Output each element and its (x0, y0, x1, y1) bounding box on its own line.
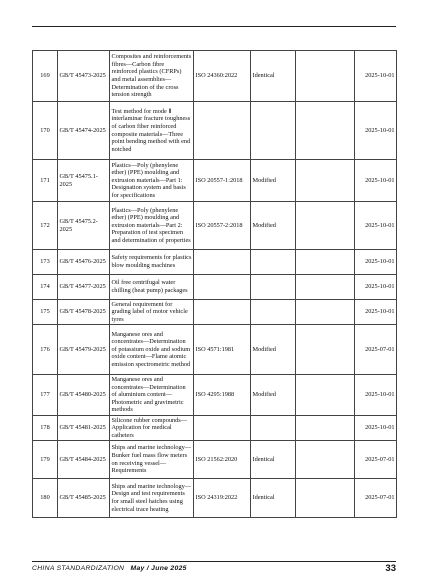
cell-implementation-date: 2025-10-01 (355, 250, 397, 275)
cell-implementation-date: 2025-10-01 (355, 300, 397, 325)
cell-implementation-date: 2025-10-01 (355, 375, 397, 416)
cell-replaced-standard (296, 325, 355, 375)
table-row (33, 51, 397, 102)
cell-adoption-degree: Modified (251, 325, 296, 375)
journal-name: CHINA STANDARDIZATION (32, 565, 125, 572)
standards-table (32, 50, 397, 518)
page-number: 33 (385, 563, 396, 574)
table-row (33, 479, 397, 518)
cell-standard-code: GB/T 45476-2025 (58, 250, 110, 275)
cell-replaced-standard (296, 441, 355, 479)
cell-implementation-date: 2025-10-01 (355, 160, 397, 202)
cell-adopted-standard (194, 250, 251, 275)
table-row (33, 375, 397, 416)
cell-title: Test method for mode Ⅱ interlaminar fracture toughness of carbon fiber reinforced composite materials—Three point bending method with end notched (110, 102, 194, 160)
cell-adopted-standard: ISO 4571:1981 (194, 325, 251, 375)
cell-replaced-standard (296, 416, 355, 441)
cell-number: 170 (33, 102, 58, 160)
cell-adoption-degree: Modified (251, 375, 296, 416)
cell-implementation-date: 2025-07-01 (355, 441, 397, 479)
cell-adopted-standard (194, 102, 251, 160)
cell-adopted-standard (194, 300, 251, 325)
cell-standard-code: GB/T 45480-2025 (58, 375, 110, 416)
cell-replaced-standard (296, 375, 355, 416)
cell-adoption-degree (251, 250, 296, 275)
cell-number: 175 (33, 300, 58, 325)
table-row (33, 325, 397, 375)
cell-number: 172 (33, 202, 58, 250)
table-row (33, 300, 397, 325)
cell-number: 174 (33, 275, 58, 300)
cell-adopted-standard (194, 416, 251, 441)
cell-adoption-degree (251, 416, 296, 441)
cell-standard-code: GB/T 45485-2025 (58, 479, 110, 518)
table-row (33, 160, 397, 202)
table-row (33, 416, 397, 441)
footer-rule (32, 561, 396, 562)
cell-number: 178 (33, 416, 58, 441)
cell-implementation-date: 2025-07-01 (355, 479, 397, 518)
header-rule (32, 26, 396, 27)
cell-implementation-date: 2025-07-01 (355, 325, 397, 375)
cell-implementation-date: 2025-10-01 (355, 275, 397, 300)
cell-replaced-standard (296, 250, 355, 275)
cell-standard-code: GB/T 45481-2025 (58, 416, 110, 441)
cell-standard-code: GB/T 45473-2025 (58, 51, 110, 102)
cell-adoption-degree (251, 300, 296, 325)
cell-replaced-standard (296, 202, 355, 250)
cell-number: 180 (33, 479, 58, 518)
cell-adoption-degree: Modified (251, 160, 296, 202)
table-row (33, 250, 397, 275)
cell-title: Silicone rubber compounds—Application for medical catheters (110, 416, 194, 441)
cell-standard-code: GB/T 45474-2025 (58, 102, 110, 160)
cell-number: 169 (33, 51, 58, 102)
cell-replaced-standard (296, 479, 355, 518)
cell-implementation-date: 2025-10-01 (355, 416, 397, 441)
cell-number: 176 (33, 325, 58, 375)
cell-adoption-degree (251, 102, 296, 160)
cell-title: Safety requirements for plastics blow moulding machines (110, 250, 194, 275)
cell-title: Composites and reinforcements fibres—Carbon fibre reinforced plastics (CFRPs) and metal assemblies—Determination of the cross tension strength (110, 51, 194, 102)
cell-standard-code: GB/T 45479-2025 (58, 325, 110, 375)
cell-adoption-degree: Modified (251, 202, 296, 250)
cell-standard-code: GB/T 45478-2025 (58, 300, 110, 325)
cell-adopted-standard: ISO 20557-2:2018 (194, 202, 251, 250)
cell-replaced-standard (296, 102, 355, 160)
cell-adopted-standard: ISO 24319:2022 (194, 479, 251, 518)
cell-number: 179 (33, 441, 58, 479)
cell-adopted-standard: ISO 21562:2020 (194, 441, 251, 479)
cell-number: 177 (33, 375, 58, 416)
cell-number: 173 (33, 250, 58, 275)
cell-title: General requirement for grading label of motor vehicle tyres (110, 300, 194, 325)
cell-adoption-degree (251, 275, 296, 300)
cell-title: Ships and marine technology—Bunker fuel mass flow meters on receiving vessel—Requirements (110, 441, 194, 479)
table-row (33, 202, 397, 250)
cell-title: Manganese ores and concentrates—Determination of potassium oxide and sodium oxide content—Flame atomic emission spectrometric method (110, 325, 194, 375)
table-row (33, 102, 397, 160)
table-row (33, 441, 397, 479)
cell-title: Ships and marine technology—Design and test requirements for small steel hatches using electrical trace heating (110, 479, 194, 518)
cell-title: Plastics—Poly (phenylene ether) (PPE) moulding and extrusion materials—Part 2: Preparation of test specimen and determination of properties (110, 202, 194, 250)
journal-footer (32, 565, 187, 572)
cell-replaced-standard (296, 51, 355, 102)
table-row (33, 275, 397, 300)
cell-standard-code: GB/T 45475.1-2025 (58, 160, 110, 202)
table-body (33, 51, 397, 518)
cell-adoption-degree: Identical (251, 441, 296, 479)
cell-replaced-standard (296, 275, 355, 300)
cell-title: Manganese ores and concentrates—Determination of aluminium content—Photometric and gravimetric methods (110, 375, 194, 416)
cell-standard-code: GB/T 45475.2-2025 (58, 202, 110, 250)
cell-replaced-standard (296, 160, 355, 202)
cell-adopted-standard (194, 275, 251, 300)
cell-standard-code: GB/T 45484-2025 (58, 441, 110, 479)
cell-number: 171 (33, 160, 58, 202)
issue-label: May / June 2025 (130, 565, 187, 572)
cell-adopted-standard: ISO 20557-1:2018 (194, 160, 251, 202)
cell-replaced-standard (296, 300, 355, 325)
cell-implementation-date: 2025-10-01 (355, 51, 397, 102)
cell-adopted-standard: ISO 24360:2022 (194, 51, 251, 102)
cell-adoption-degree: Identical (251, 479, 296, 518)
cell-adoption-degree: Identical (251, 51, 296, 102)
cell-title: Plastics—Poly (phenylene ether) (PPE) moulding and extrusion materials—Part 1: Designation system and basis for specifications (110, 160, 194, 202)
cell-implementation-date: 2025-10-01 (355, 202, 397, 250)
cell-title: Oil free centrifugal water chilling (heat pump) packages (110, 275, 194, 300)
cell-standard-code: GB/T 45477-2025 (58, 275, 110, 300)
cell-adopted-standard: ISO 4295:1988 (194, 375, 251, 416)
cell-implementation-date: 2025-10-01 (355, 102, 397, 160)
